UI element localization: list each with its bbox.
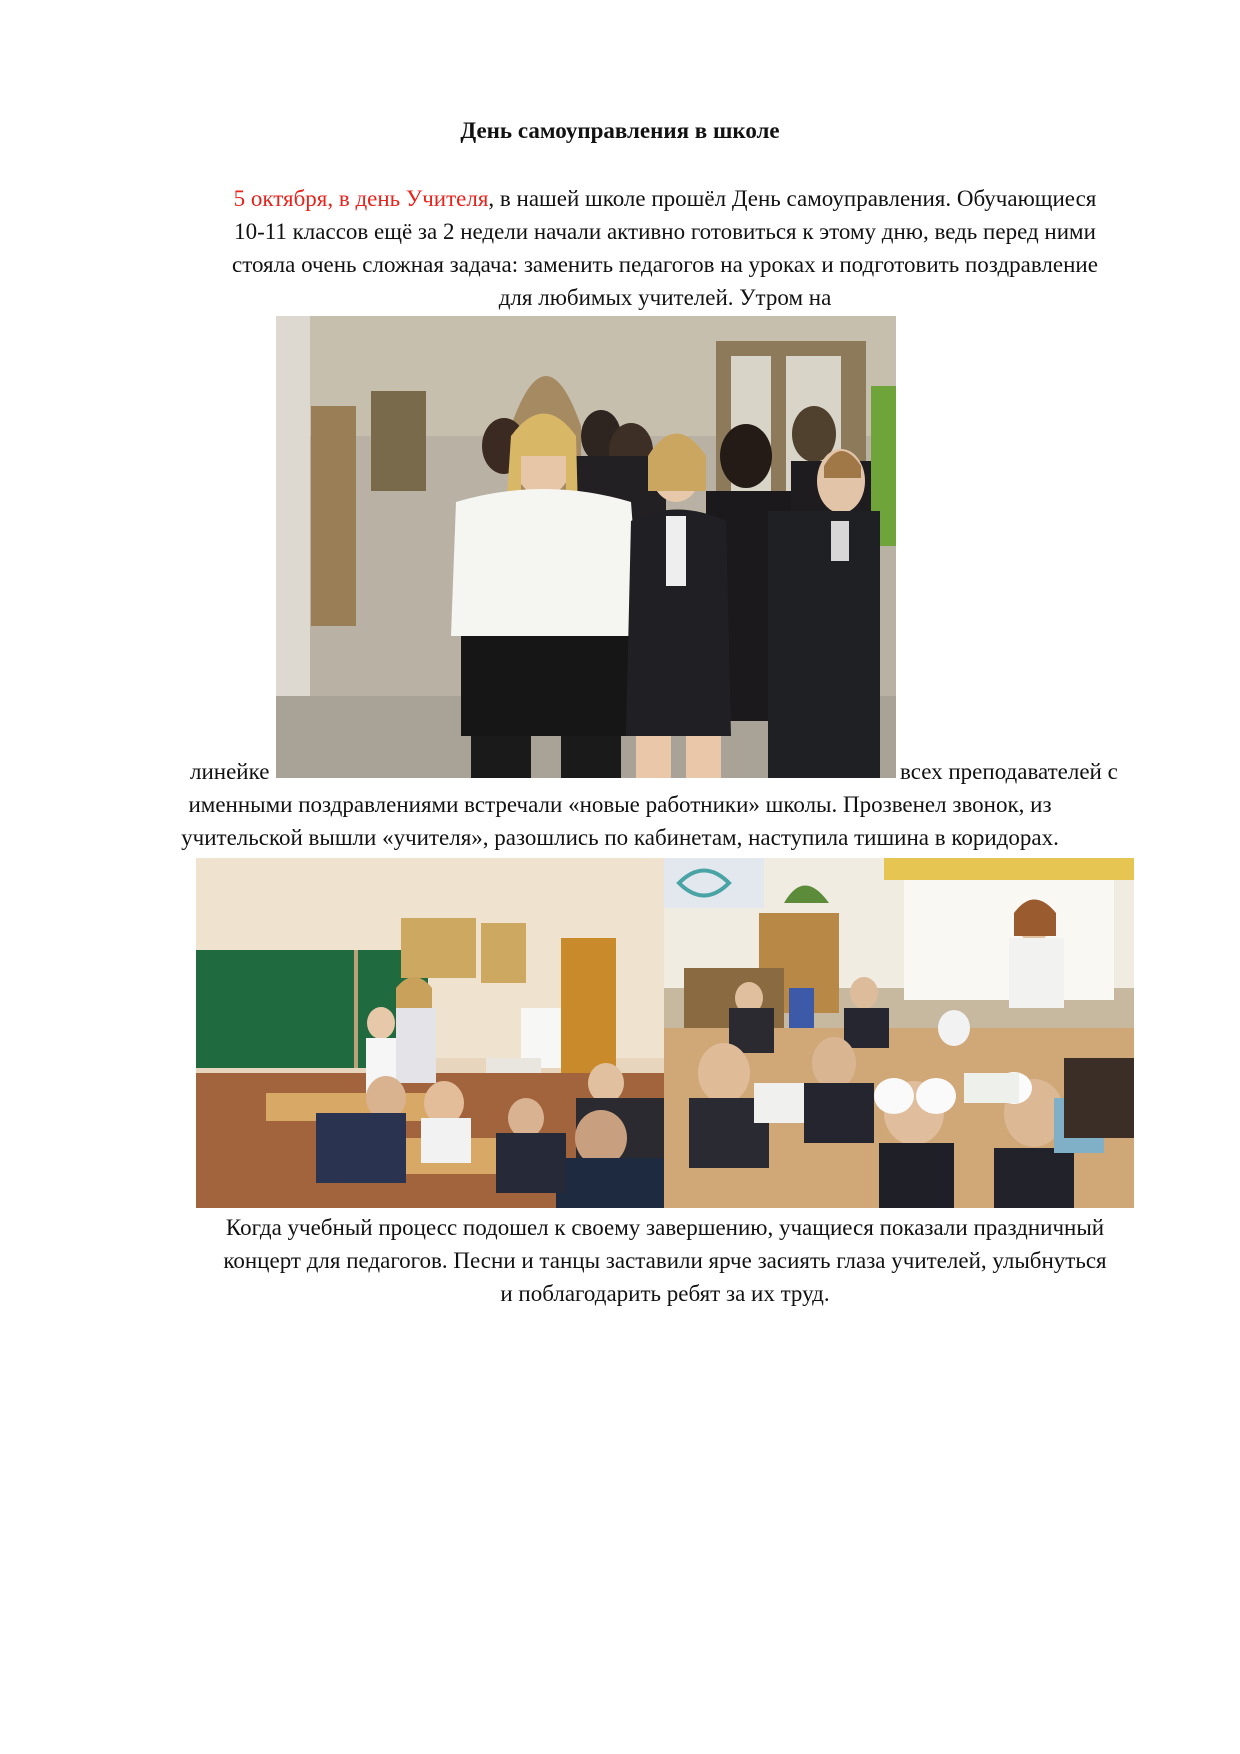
paragraph-morning-tail: всех преподавателей с (900, 759, 1118, 784)
paragraph-morning-lead: линейке (190, 759, 270, 784)
photo-classroom-lesson (196, 858, 664, 1208)
paragraph-intro-line-4: для любимых учителей. Утром на (498, 285, 832, 310)
paragraph-morning-line-2: именными поздравлениями встречали «новые работники» школы. Прозвенел звонок, из (188, 792, 1052, 817)
paragraph-intro-line-1: 5 октября, в день Учителя, в нашей школе прошёл День самоуправления. Обучающиеся (233, 186, 1097, 211)
paragraph-concert-line-1: Когда учебный процесс подошел к своему завершению, учащиеся показали праздничный (225, 1215, 1105, 1240)
photo-corridor-students (276, 316, 896, 778)
paragraph-intro-line-3: стояла очень сложная задача: заменить педагогов на уроках и подготовить поздравление (232, 252, 1098, 277)
date-highlight: 5 октября, в день Учителя (233, 186, 489, 211)
paragraph-intro (170, 182, 1160, 314)
paragraph-concert-line-3: и поблагодарить ребят за их труд. (500, 1281, 830, 1306)
paragraph-concert (170, 1211, 1160, 1310)
paragraph-concert-line-2: концерт для педагогов. Песни и танцы заставили ярче засиять глаза учителей, улыбнуться (223, 1248, 1107, 1273)
document-title: День самоуправления в школе (460, 118, 780, 143)
paragraph-intro-line-2: 10-11 классов ещё за 2 недели начали активно готовиться к этому дню, ведь перед ними (234, 219, 1096, 244)
photo-pupils-reading (664, 858, 1134, 1208)
paragraph-morning-line-3: учительской вышли «учителя», разошлись по кабинетам, наступила тишина в коридорах. (181, 825, 1059, 850)
